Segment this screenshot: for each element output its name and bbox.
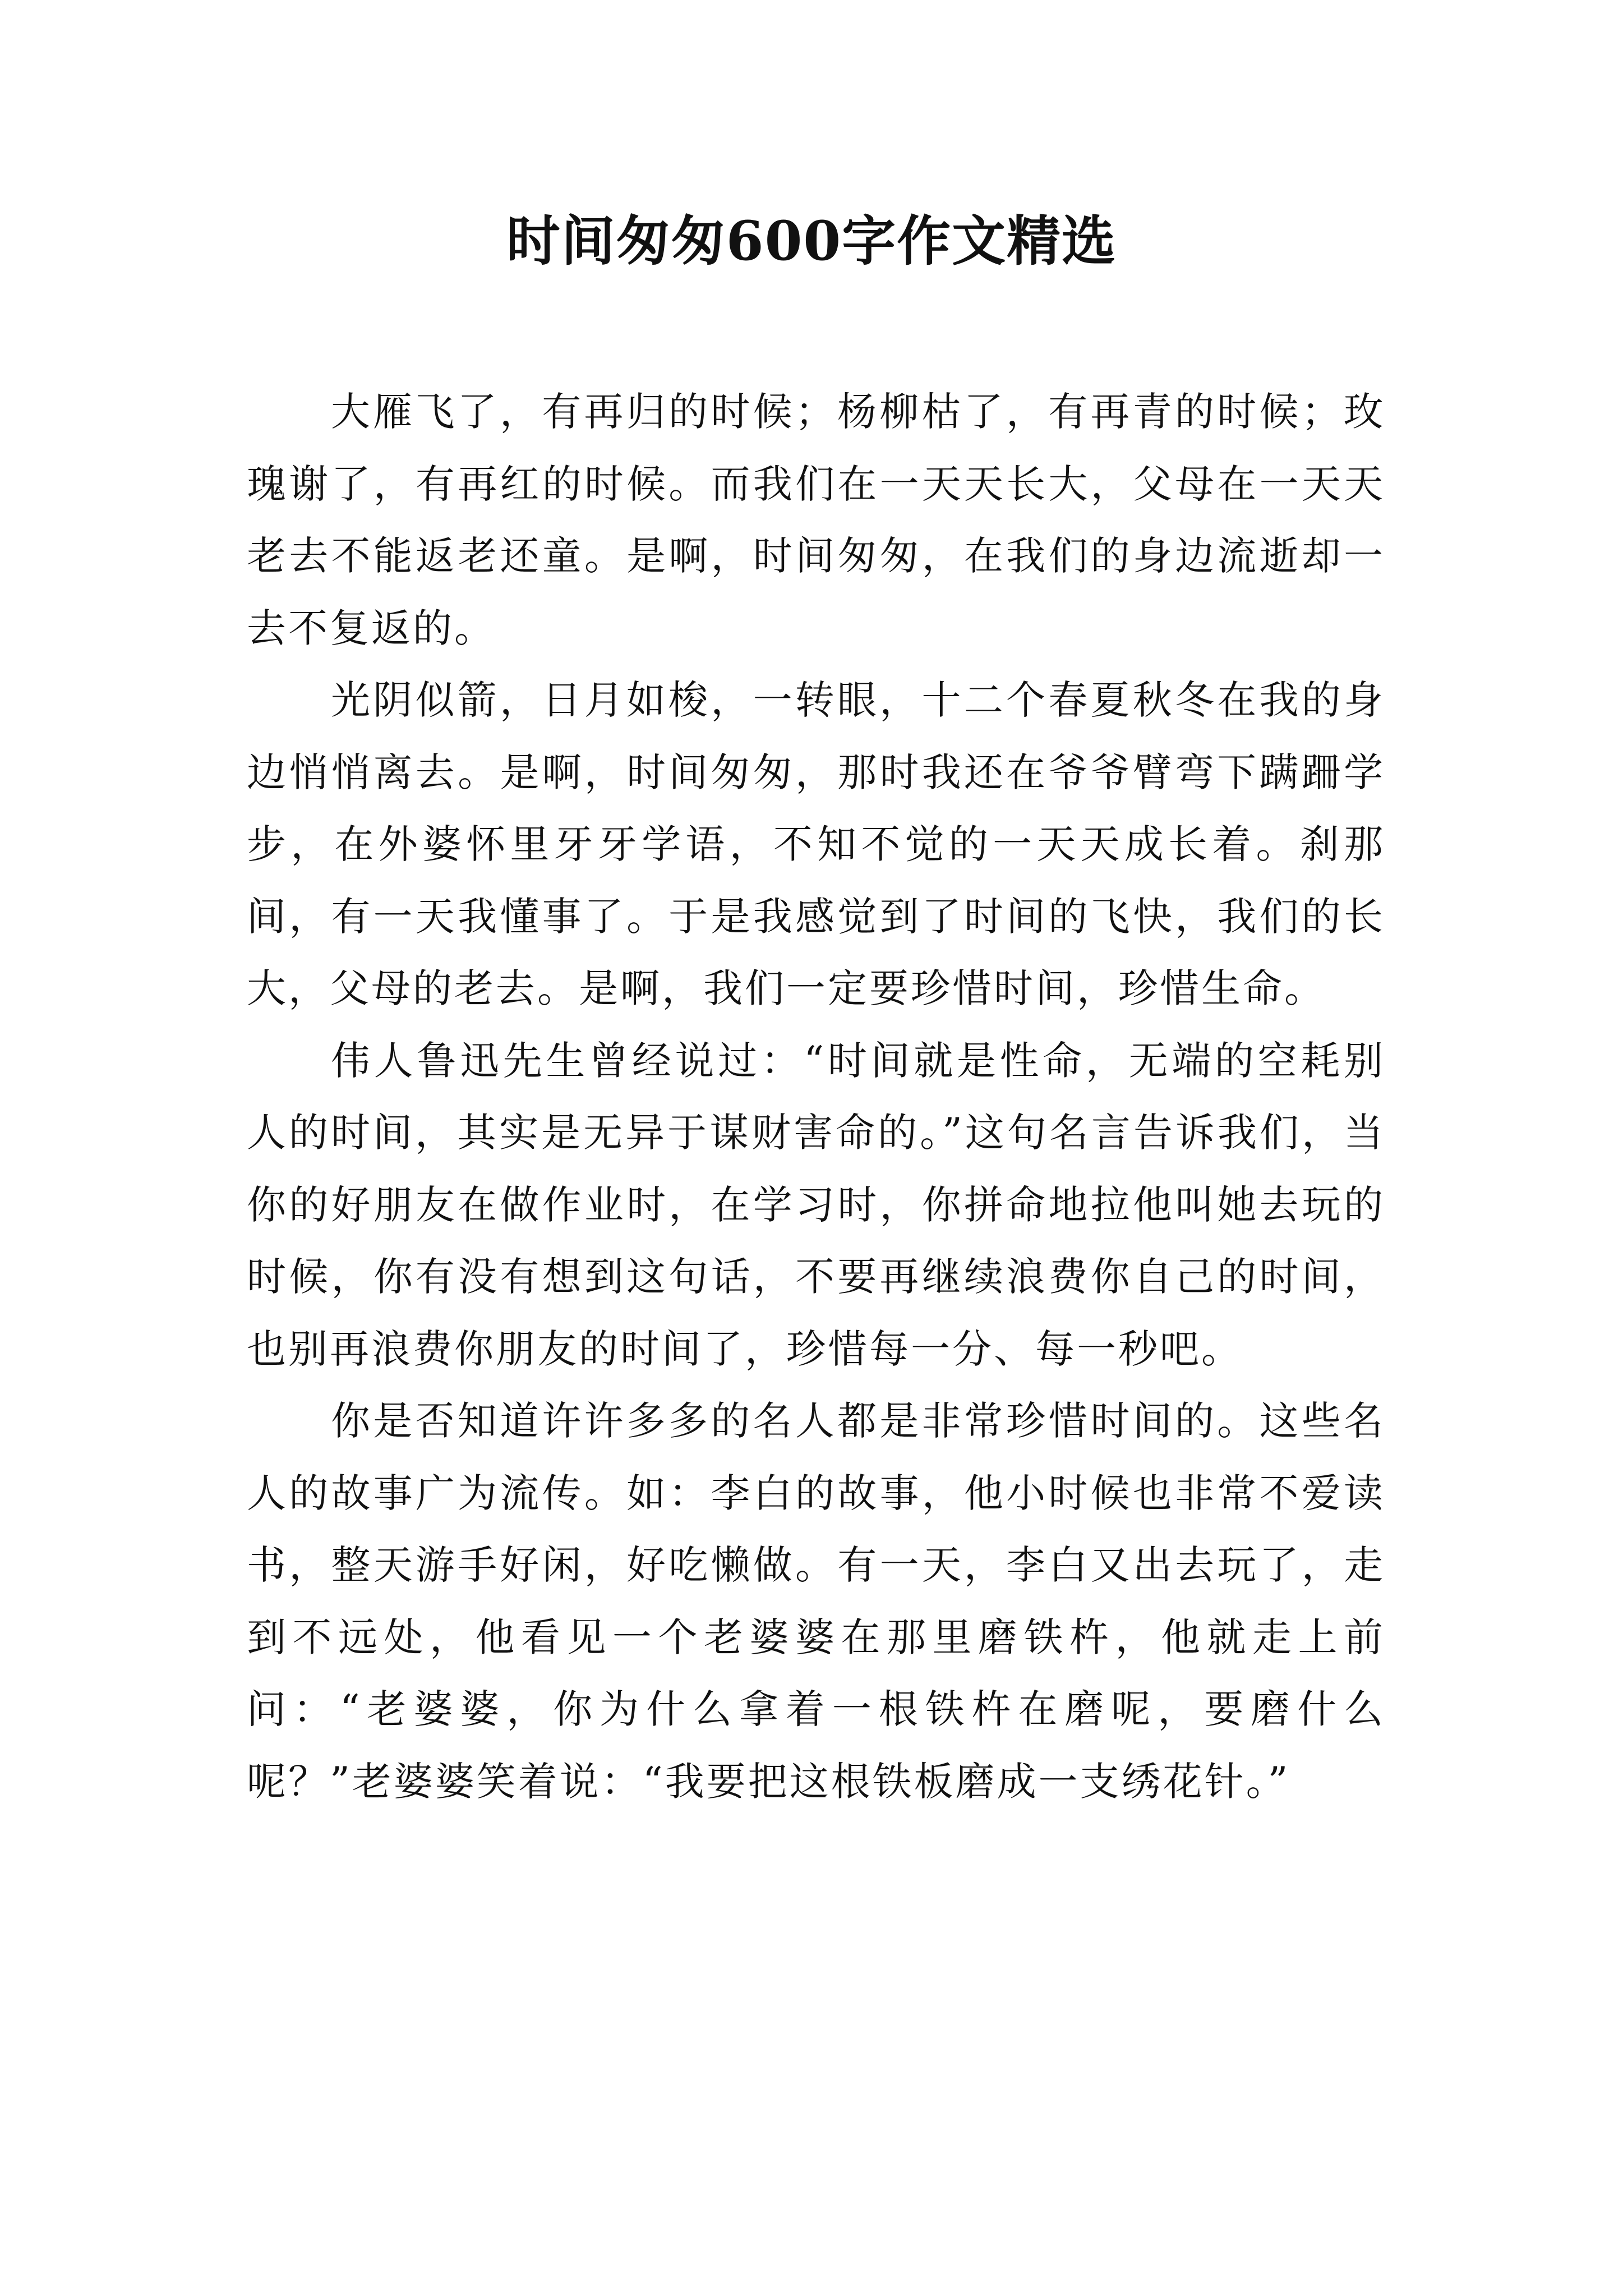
- paragraph-2: 光阴似箭，日月如梭，一转眼，十二个春夏秋冬在我的身边悄悄离去。是啊，时间匆匆，那时我还在爷爷臂弯下蹒跚学步，在外婆怀里牙牙学语，不知不觉的一天天成长着。刹那间，有一天我懂事了。于是我感觉到了时间的飞快，我们的长大，父母的老去。是啊，我们一定要珍惜时间，珍惜生命。: [247, 677, 1385, 1011]
- paragraph-3: 伟人鲁迅先生曾经说过：“时间就是性命，无端的空耗别人的时间，其实是无异于谋财害命的。”这句名言告诉我们，当你的好朋友在做作业时，在学习时，你拼命地拉他叫她去玩的时候，你有没有想到这句话，不要再继续浪费你自己的时间，也别再浪费你朋友的时间了，珍惜每一分、每一秒吧。: [247, 1037, 1385, 1372]
- paragraph-1: 大雁飞了，有再归的时候；杨柳枯了，有再青的时候；玫瑰谢了，有再红的时候。而我们在一天天长大，父母在一天天老去不能返老还童。是啊，时间匆匆，在我们的身边流逝却一去不复返的。: [247, 389, 1385, 651]
- paragraph-4: 你是否知道许许多多的名人都是非常珍惜时间的。这些名人的故事广为流传。如：李白的故事，他小时候也非常不爱读书，整天游手好闲，好吃懒做。有一天，李白又出去玩了，走到不远处，他看见一个老婆婆在那里磨铁杵，他就走上前问：“老婆婆，你为什么拿着一根铁杵在磨呢，要磨什么呢？”老婆婆笑着说：“我要把这根铁板磨成一支绣花针。”: [247, 1398, 1385, 1805]
- document-title: 时间匆匆600字作文精选: [506, 209, 1117, 273]
- document-body: [247, 376, 1385, 1818]
